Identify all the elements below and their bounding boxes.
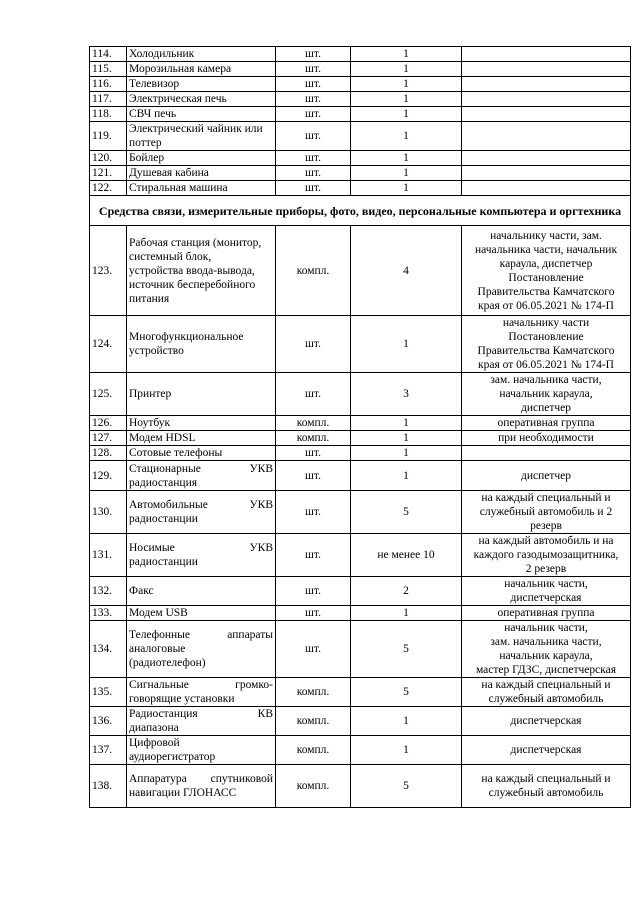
item-name — [127, 491, 276, 534]
cell-line: говорящие установки — [129, 693, 235, 705]
quantity: 2 — [351, 577, 462, 606]
item-name: Холодильник — [127, 47, 276, 62]
unit: шт. — [276, 92, 351, 107]
note — [462, 92, 631, 107]
table-body-top — [90, 47, 631, 196]
note — [462, 431, 631, 446]
table-row — [90, 77, 631, 92]
row-number: 133. — [90, 606, 127, 621]
unit: шт. — [276, 151, 351, 166]
cell-line: начальник части, — [504, 578, 588, 590]
note — [462, 107, 631, 122]
row-number: 114. — [90, 47, 127, 62]
row-number: 135. — [90, 678, 127, 707]
note — [462, 77, 631, 92]
quantity: 1 — [351, 92, 462, 107]
note — [462, 621, 631, 678]
quantity: 1 — [351, 62, 462, 77]
cell-line: радиостанция — [129, 476, 198, 489]
item-name: СВЧ печь — [127, 107, 276, 122]
item-name — [127, 678, 276, 707]
cell-line: начальника части, начальник — [474, 243, 618, 256]
quantity: 1 — [351, 736, 462, 765]
item-name — [127, 621, 276, 678]
table-row — [90, 416, 631, 431]
row-number: 116. — [90, 77, 127, 92]
table-row — [90, 373, 631, 416]
row-number: 134. — [90, 621, 127, 678]
quantity: 1 — [351, 316, 462, 373]
table-row — [90, 181, 631, 196]
quantity: 3 — [351, 373, 462, 416]
row-number: 130. — [90, 491, 127, 534]
note — [462, 606, 631, 621]
cell-line: начальник части, — [504, 622, 588, 634]
table-row — [90, 534, 631, 577]
table-row — [90, 166, 631, 181]
row-number: 118. — [90, 107, 127, 122]
item-name: Электрическая печь — [127, 92, 276, 107]
section-header — [90, 196, 631, 226]
cell-line: диспетчерская — [510, 744, 582, 756]
cell-line: служебный автомобиль и 2 — [479, 506, 613, 518]
quantity: 4 — [351, 226, 462, 316]
cell-line: на каждый автомобиль и на — [478, 535, 614, 547]
cell-line: диспетчер — [520, 402, 572, 414]
note — [462, 47, 631, 62]
item-name — [127, 316, 276, 373]
unit: шт. — [276, 491, 351, 534]
quantity: 1 — [351, 446, 462, 461]
table-row — [90, 678, 631, 707]
cell-line: навигации ГЛОНАСС — [129, 787, 237, 799]
unit: шт. — [276, 62, 351, 77]
row-number: 138. — [90, 765, 127, 808]
quantity: 1 — [351, 77, 462, 92]
cell-line: устройства ввода-вывода, — [129, 264, 255, 277]
cell-line: диспетчерская — [510, 715, 582, 727]
note — [462, 226, 631, 316]
cell-line: Правительства Камчатского — [477, 345, 615, 357]
cell-line: диапазона — [129, 722, 179, 734]
row-number: 129. — [90, 461, 127, 491]
item-name — [127, 707, 276, 736]
note — [462, 373, 631, 416]
item-name: Модем USB — [127, 606, 276, 621]
cell-line: устройство — [129, 345, 184, 357]
unit: шт. — [276, 534, 351, 577]
item-name: Душевая кабина — [127, 166, 276, 181]
cell-line: караула, диспетчер — [499, 257, 593, 270]
cell-line: Правительства Камчатского — [477, 285, 615, 298]
row-number: 137. — [90, 736, 127, 765]
unit: шт. — [276, 181, 351, 196]
item-name: Стиральная машина — [127, 181, 276, 196]
table-row — [90, 736, 631, 765]
item-name: Морозильная камера — [127, 62, 276, 77]
row-number: 127. — [90, 431, 127, 446]
item-name — [127, 765, 276, 808]
cell-line: края от 06.05.2021 № 174-П — [478, 299, 614, 312]
note — [462, 707, 631, 736]
note — [462, 446, 631, 461]
row-number: 126. — [90, 416, 127, 431]
quantity: 1 — [351, 606, 462, 621]
cell-line: 2 резерв — [525, 563, 567, 575]
cell-line: начальнику части — [502, 317, 590, 329]
quantity: 5 — [351, 765, 462, 808]
cell-line: источник бесперебойного — [129, 278, 256, 291]
note — [462, 577, 631, 606]
table-row — [90, 431, 631, 446]
item-name — [127, 461, 276, 491]
quantity: 1 — [351, 181, 462, 196]
cell-line: системный блок, — [129, 250, 212, 263]
cell-line: Постановление — [508, 271, 584, 284]
quantity: 1 — [351, 707, 462, 736]
cell-line: радиостанции — [129, 556, 198, 568]
quantity: 1 — [351, 461, 462, 491]
item-name: Сотовые телефоны — [127, 446, 276, 461]
cell-line: на каждый специальный и — [481, 679, 611, 691]
cell-line: Автомобильные УКВ — [129, 499, 273, 511]
cell-line: Носимые УКВ — [129, 542, 273, 554]
table-row — [90, 621, 631, 678]
cell-line: начальнику части, зам. — [490, 229, 602, 242]
quantity: 1 — [351, 122, 462, 151]
unit: компл. — [276, 707, 351, 736]
cell-line: при необходимости — [498, 432, 594, 444]
unit: шт. — [276, 446, 351, 461]
quantity: 5 — [351, 621, 462, 678]
cell-line: (радиотелефон) — [129, 657, 206, 669]
cell-line: зам. начальника части, — [490, 636, 602, 648]
unit: шт. — [276, 316, 351, 373]
cell-line: Аппаратура спутниковой — [129, 773, 273, 785]
quantity: 1 — [351, 166, 462, 181]
cell-line: Постановление — [508, 331, 584, 343]
row-number: 132. — [90, 577, 127, 606]
table-row — [90, 606, 631, 621]
table-row — [90, 92, 631, 107]
section-row — [90, 196, 631, 226]
cell-line: аудиорегистратор — [129, 751, 216, 763]
unit: компл. — [276, 226, 351, 316]
table-row — [90, 107, 631, 122]
row-number: 117. — [90, 92, 127, 107]
quantity: 1 — [351, 107, 462, 122]
note — [462, 316, 631, 373]
note — [462, 166, 631, 181]
cell-line: Радиостанция КВ — [129, 708, 273, 720]
table-row — [90, 226, 631, 316]
cell-line: Рабочая станция (монитор, — [129, 236, 262, 249]
table-row — [90, 707, 631, 736]
table-row — [90, 62, 631, 77]
section-title: Средства связи, измерительные приборы, фото, видео, персональные компьютера и оргтехника — [90, 196, 631, 226]
unit: шт. — [276, 122, 351, 151]
table-row — [90, 122, 631, 151]
cell-line: на каждый специальный и — [481, 492, 611, 504]
quantity: 5 — [351, 491, 462, 534]
note — [462, 491, 631, 534]
cell-line: аналоговые — [129, 643, 186, 655]
note — [462, 736, 631, 765]
table-body-bottom — [90, 226, 631, 808]
unit: шт. — [276, 577, 351, 606]
unit: компл. — [276, 678, 351, 707]
unit: компл. — [276, 736, 351, 765]
cell-line: оперативная группа — [497, 607, 595, 619]
item-name: Ноутбук — [127, 416, 276, 431]
cell-line: Цифровой — [129, 737, 180, 749]
table-row — [90, 151, 631, 166]
quantity: 1 — [351, 47, 462, 62]
item-name — [127, 534, 276, 577]
quantity: 1 — [351, 416, 462, 431]
cell-line: питания — [129, 292, 170, 305]
unit: шт. — [276, 461, 351, 491]
cell-line: начальник караула, — [499, 650, 593, 662]
unit: шт. — [276, 373, 351, 416]
quantity: 1 — [351, 151, 462, 166]
quantity: не менее 10 — [351, 534, 462, 577]
row-number: 115. — [90, 62, 127, 77]
note — [462, 765, 631, 808]
note — [462, 181, 631, 196]
row-number: 121. — [90, 166, 127, 181]
cell-line: оперативная группа — [497, 417, 595, 429]
row-number: 125. — [90, 373, 127, 416]
equipment-table — [89, 46, 631, 808]
unit: шт. — [276, 107, 351, 122]
cell-line: поттер — [129, 137, 162, 149]
cell-line: Электрический чайник или — [129, 123, 263, 135]
item-name: Модем HDSL — [127, 431, 276, 446]
table-row — [90, 446, 631, 461]
unit: шт. — [276, 166, 351, 181]
table-row — [90, 765, 631, 808]
row-number: 131. — [90, 534, 127, 577]
quantity: 1 — [351, 431, 462, 446]
quantity: 5 — [351, 678, 462, 707]
cell-line: диспетчер — [520, 469, 572, 482]
table-row — [90, 461, 631, 491]
unit: шт. — [276, 606, 351, 621]
unit: компл. — [276, 431, 351, 446]
row-number: 124. — [90, 316, 127, 373]
table-row — [90, 316, 631, 373]
cell-line: служебный автомобиль — [488, 693, 604, 705]
item-name — [127, 122, 276, 151]
table-row — [90, 47, 631, 62]
item-name — [127, 226, 276, 316]
table-row — [90, 491, 631, 534]
cell-line: Стационарные УКВ — [129, 462, 273, 475]
row-number: 120. — [90, 151, 127, 166]
cell-line: Телефонные аппараты — [129, 629, 273, 641]
item-name: Телевизор — [127, 77, 276, 92]
row-number: 136. — [90, 707, 127, 736]
cell-line: резерв — [530, 520, 562, 532]
cell-line: мастер ГДЗС, диспетчерская — [475, 664, 617, 676]
cell-line: Сигнальные громко- — [129, 679, 273, 691]
note — [462, 678, 631, 707]
unit: шт. — [276, 77, 351, 92]
item-name: Принтер — [127, 373, 276, 416]
note — [462, 534, 631, 577]
item-name: Факс — [127, 577, 276, 606]
note — [462, 416, 631, 431]
note — [462, 62, 631, 77]
cell-line: начальник караула, — [499, 388, 593, 400]
note — [462, 122, 631, 151]
item-name — [127, 736, 276, 765]
row-number: 122. — [90, 181, 127, 196]
note — [462, 461, 631, 491]
unit: компл. — [276, 765, 351, 808]
table-row — [90, 577, 631, 606]
cell-line: служебный автомобиль — [488, 787, 604, 799]
cell-line: каждого газодымозащитника, — [473, 549, 619, 561]
cell-line: на каждый специальный и — [481, 773, 611, 785]
cell-line: края от 06.05.2021 № 174-П — [478, 359, 614, 371]
unit: шт. — [276, 621, 351, 678]
row-number: 128. — [90, 446, 127, 461]
item-name: Бойлер — [127, 151, 276, 166]
note — [462, 151, 631, 166]
cell-line: зам. начальника части, — [490, 374, 602, 386]
unit: шт. — [276, 47, 351, 62]
unit: компл. — [276, 416, 351, 431]
row-number: 119. — [90, 122, 127, 151]
cell-line: Многофункциональное — [129, 331, 244, 343]
cell-line: диспетчерская — [510, 592, 582, 604]
cell-line: радиостанции — [129, 513, 198, 525]
row-number: 123. — [90, 226, 127, 316]
